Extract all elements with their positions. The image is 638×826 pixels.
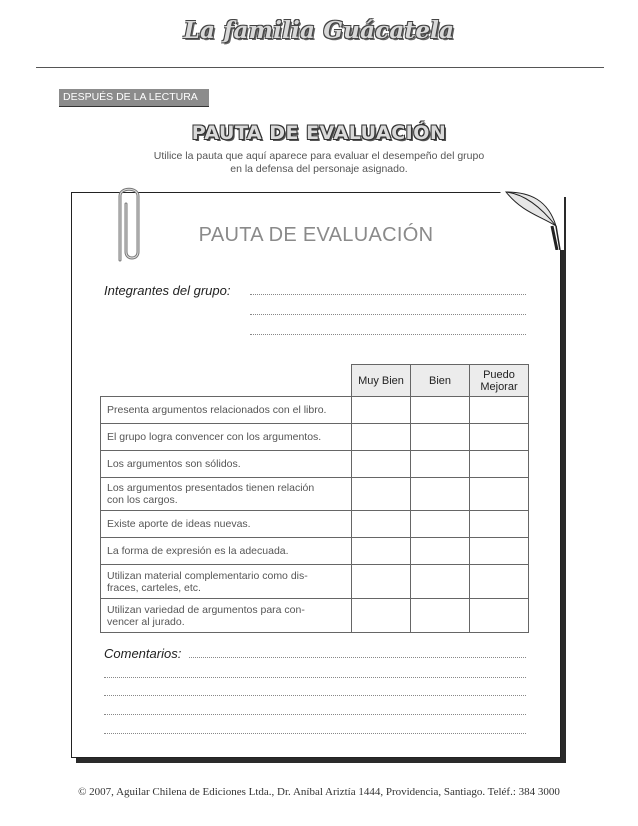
criterion-label: El grupo logra convencer con los argumentos. — [101, 424, 352, 451]
comments-line-2 — [104, 677, 526, 678]
rating-cell[interactable] — [352, 397, 411, 424]
rating-cell[interactable] — [352, 599, 411, 633]
members-line-1 — [250, 294, 526, 295]
comments-line-1 — [189, 657, 526, 658]
rating-cell[interactable] — [411, 451, 470, 478]
table-row — [101, 424, 529, 451]
rating-cell[interactable] — [352, 511, 411, 538]
criterion-label — [101, 478, 352, 511]
table-header-row — [101, 365, 529, 397]
column-puedo: Puedo — [483, 368, 515, 381]
instructions — [100, 150, 538, 176]
criterion-label — [101, 565, 352, 599]
rating-cell[interactable] — [411, 565, 470, 599]
criterion-label: La forma de expresión es la adecuada. — [101, 538, 352, 565]
rating-cell[interactable] — [352, 424, 411, 451]
column-mejorar: Mejorar — [480, 380, 518, 393]
criterion-line: Utilizan material complementario como dis- — [107, 569, 308, 582]
rating-cell[interactable] — [352, 451, 411, 478]
rating-cell[interactable] — [411, 538, 470, 565]
members-line-2 — [250, 314, 526, 315]
rating-cell[interactable] — [352, 538, 411, 565]
criterion-line: Los argumentos presentados tienen relación — [107, 482, 315, 494]
criterion-line: Utilizan variedad de argumentos para con- — [107, 603, 305, 616]
criterion-line: con los cargos. — [107, 494, 178, 506]
evaluation-table — [100, 364, 529, 633]
criterion-label: Los argumentos son sólidos. — [101, 451, 352, 478]
rating-cell[interactable] — [470, 397, 529, 424]
comments-line-4 — [104, 714, 526, 715]
rating-cell[interactable] — [411, 478, 470, 511]
rating-cell[interactable] — [411, 511, 470, 538]
rating-cell[interactable] — [470, 451, 529, 478]
rating-cell[interactable] — [470, 538, 529, 565]
footer-copyright: © 2007, Aguilar Chilena de Ediciones Ltda., Dr. Aníbal Ariztía 1444, Providencia, Santiago. Teléf.: 384 3000 — [78, 786, 560, 798]
instructions-line-1: Utilice la pauta que aquí aparece para evaluar el desempeño del grupo — [153, 150, 485, 162]
rating-cell[interactable] — [352, 478, 411, 511]
rating-cell[interactable] — [470, 565, 529, 599]
members-label: Integrantes del grupo: — [104, 283, 231, 298]
table-row — [101, 397, 529, 424]
criterion-line: fraces, carteles, etc. — [107, 581, 201, 594]
rating-cell[interactable] — [411, 397, 470, 424]
rating-cell[interactable] — [411, 424, 470, 451]
table-row — [101, 599, 529, 633]
table-row — [101, 451, 529, 478]
rating-cell[interactable] — [470, 599, 529, 633]
comments-line-3 — [104, 695, 526, 696]
table-row — [101, 511, 529, 538]
card-title: PAUTA DE EVALUACIÓN — [198, 224, 434, 246]
main-heading: PAUTA DE EVALUACIÓN — [191, 122, 447, 144]
rating-cell[interactable] — [470, 478, 529, 511]
criterion-label — [101, 599, 352, 633]
instructions-line-2: en la defensa del personaje asignado. — [230, 163, 408, 175]
comments-label: Comentarios: — [104, 646, 182, 661]
header-rule — [36, 67, 604, 68]
criterion-label: Presenta argumentos relacionados con el libro. — [101, 397, 352, 424]
column-muy-bien: Muy Bien — [352, 365, 411, 397]
criterion-line: vencer al jurado. — [107, 615, 185, 628]
table-header-blank — [101, 365, 352, 397]
rating-cell[interactable] — [470, 511, 529, 538]
column-bien: Bien — [411, 365, 470, 397]
criterion-label: Existe aporte de ideas nuevas. — [101, 511, 352, 538]
section-tab: DESPUÉS DE LA LECTURA — [59, 89, 209, 106]
table-row — [101, 565, 529, 599]
comments-line-5 — [104, 733, 526, 734]
rating-cell[interactable] — [411, 599, 470, 633]
rating-cell[interactable] — [352, 565, 411, 599]
table-row — [101, 478, 529, 511]
page-title: La familia Guácatela — [183, 17, 455, 44]
members-line-3 — [250, 334, 526, 335]
table-row — [101, 538, 529, 565]
rating-cell[interactable] — [470, 424, 529, 451]
section-tab-underline — [59, 106, 209, 107]
column-puedo-mejorar — [470, 365, 529, 397]
